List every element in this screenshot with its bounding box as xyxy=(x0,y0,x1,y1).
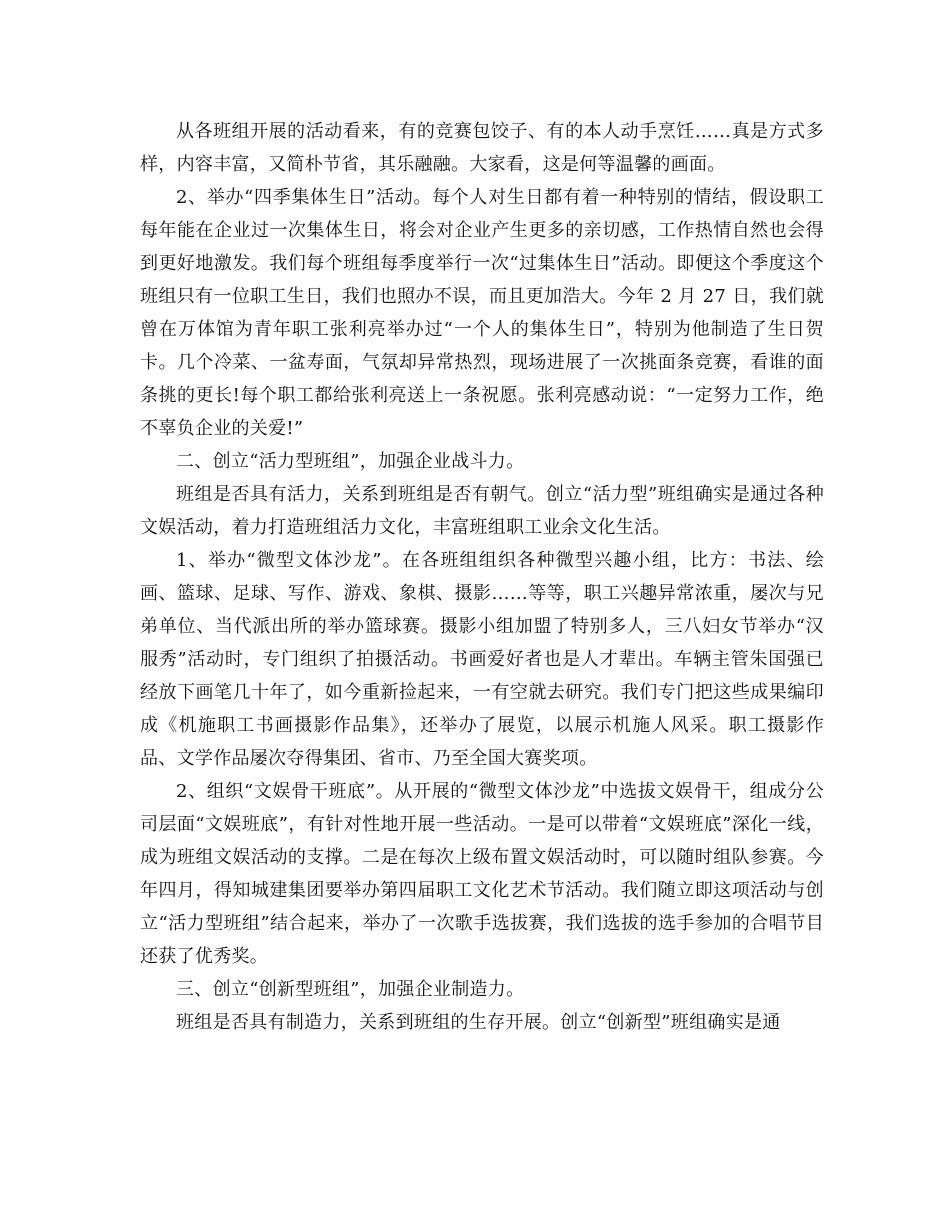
paragraph: 1、举办“微型文体沙龙”。在各班组组织各种微型兴趣小组，比方：书法、绘画、篮球、足球、写作、游戏、象棋、摄影……等等，职工兴趣异常浓重，屡次与兄弟单位、当代派出所的举办篮球赛。摄影小组加盟了特别多人，三八妇女节举办“汉服秀”活动时，专门组织了拍摄活动。书画爱好者也是人才辈出。车辆主管朱国强已经放下画笔几十年了，如今重新捡起来，一有空就去研究。我们专门把这些成果编印成《机施职工书画摄影作品集》，还举办了展览，以展示机施人风采。职工摄影作品、文学作品屡次夺得集团、省市、乃至全国大赛奖项。 xyxy=(140,550,824,769)
paragraph: 2、举办“四季集体生日”活动。每个人对生日都有着一种特别的情结，假设职工每年能在企业过一次集体生日，将会对企业产生更多的亲切感，工作热情自然也会得到更好地激发。我们每个班组每季度举行一次“过集体生日”活动。即便这个季度这个班组只有一位职工生日，我们也照办不误，而且更加浩大。今年 2 月 27 日，我们就曾在万体馆为青年职工张利亮举办过“一个人的集体生日”，特别为他制造了生日贺卡。几个冷菜、一盆寿面，气氛却异常热烈，现场进展了一次挑面条竞赛，看谁的面条挑的更长!每个职工都给张利亮送上一条祝愿。张利亮感动说：“一定努力工作，绝不辜负企业的关爱!” xyxy=(140,187,824,439)
paragraph: 从各班组开展的活动看来，有的竞赛包饺子、有的本人动手烹饪……真是方式多样，内容丰富，又简朴节省，其乐融融。大家看，这是何等温馨的画面。 xyxy=(140,121,824,175)
paragraph: 班组是否具有活力，关系到班组是否有朝气。创立“活力型”班组确实是通过各种文娱活动，着力打造班组活力文化，丰富班组职工业余文化生活。 xyxy=(140,484,824,538)
paragraph: 2、组织“文娱骨干班底”。从开展的“微型文体沙龙”中选拔文娱骨干，组成分公司层面“文娱班底”，有针对性地开展一些活动。一是可以带着“文娱班底”深化一线，成为班组文娱活动的支撑。二是在每次上级布置文娱活动时，可以随时组队参赛。今年四月，得知城建集团要举办第四届职工文化艺术节活动。我们随立即这项活动与创立“活力型班组”结合起来，举办了一次歌手选拔赛，我们选拔的选手参加的合唱节目还获了优秀奖。 xyxy=(140,781,824,967)
document-body xyxy=(140,115,824,1039)
section-heading: 二、创立“活力型班组”，加强企业战斗力。 xyxy=(176,451,525,472)
paragraph: 班组是否具有制造力，关系到班组的生存开展。创立“创新型”班组确实是通 xyxy=(176,1012,781,1033)
section-heading: 三、创立“创新型班组”，加强企业制造力。 xyxy=(176,979,525,1000)
